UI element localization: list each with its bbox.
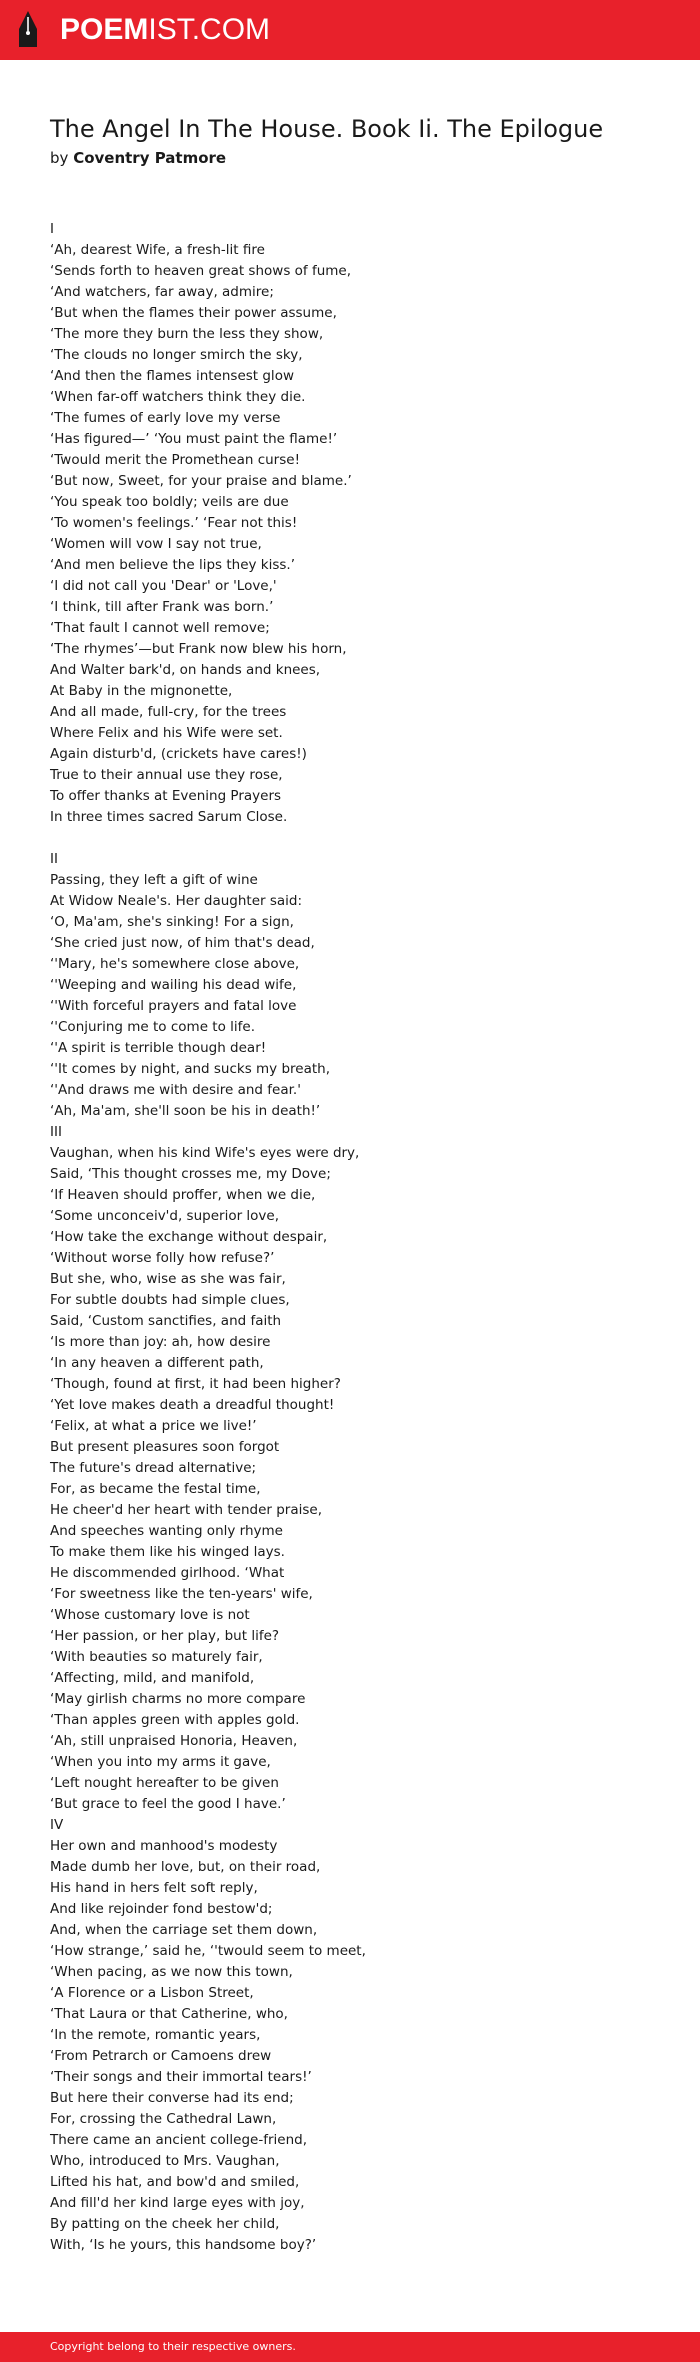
logo-light: IST.COM xyxy=(148,13,271,46)
stanza-gap xyxy=(50,828,650,849)
poem-line: To offer thanks at Evening Prayers xyxy=(50,788,282,804)
poem-line: ‘You speak too boldly; veils are due xyxy=(50,494,289,510)
poem-line: ‘'Mary, he's somewhere close above, xyxy=(50,956,300,972)
poem-line: ‘Her passion, or her play, but life? xyxy=(50,1628,280,1644)
poem-line: ‘The clouds no longer smirch the sky, xyxy=(50,347,303,363)
poem-line: ‘For sweetness like the ten-years' wife, xyxy=(50,1586,313,1602)
poem-line: ‘Some unconceiv'd, superior love, xyxy=(50,1208,280,1224)
poem-line: ‘When pacing, as we now this town, xyxy=(50,1964,293,1980)
poem-line: Who, introduced to Mrs. Vaughan, xyxy=(50,2153,280,2169)
poem-line: ‘Ah, still unpraised Honoria, Heaven, xyxy=(50,1733,298,1749)
poem-line: ‘Than apples green with apples gold. xyxy=(50,1712,300,1728)
poem-line: And fill'd her kind large eyes with joy, xyxy=(50,2195,305,2211)
poem-line: ‘She cried just now, of him that's dead, xyxy=(50,935,315,951)
poem-line: ‘I think, till after Frank was born.’ xyxy=(50,599,274,615)
poem-line: ‘Women will vow I say not true, xyxy=(50,536,262,552)
poem-line: ‘How strange,’ said he, ‘'twould seem to meet, xyxy=(50,1943,366,1959)
poem-line: Vaughan, when his kind Wife's eyes were dry, xyxy=(50,1145,360,1161)
poem-line: ‘Their songs and their immortal tears!’ xyxy=(50,2069,312,2085)
poem-line: ‘Is more than joy: ah, how desire xyxy=(50,1334,271,1350)
poem-line: Made dumb her love, but, on their road, xyxy=(50,1859,321,1875)
poem-line: ‘'And draws me with desire and fear.' xyxy=(50,1082,301,1098)
poem-line: For, as became the festal time, xyxy=(50,1481,261,1497)
poem-line: But she, who, wise as she was fair, xyxy=(50,1271,286,1287)
poem-line: ‘'Conjuring me to come to life. xyxy=(50,1019,255,1035)
poem-line: ‘'Weeping and wailing his dead wife, xyxy=(50,977,297,993)
poem-line: ‘That fault I cannot well remove; xyxy=(50,620,270,636)
poem-line: There came an ancient college-friend, xyxy=(50,2132,307,2148)
poem-line: Again disturb'd, (crickets have cares!) xyxy=(50,746,307,762)
poem-line: ‘May girlish charms no more compare xyxy=(50,1691,306,1707)
pen-nib-icon[interactable] xyxy=(17,9,39,51)
poem-line: ‘And watchers, far away, admire; xyxy=(50,284,274,300)
poem-line: ‘In the remote, romantic years, xyxy=(50,2027,261,2043)
poem-line: ‘When far-off watchers think they die. xyxy=(50,389,306,405)
poem-line: Passing, they left a gift of wine xyxy=(50,872,258,888)
poem-line: ‘Though, found at first, it had been higher? xyxy=(50,1376,341,1392)
poem-line: ‘Ah, dearest Wife, a fresh-lit fire xyxy=(50,242,265,258)
poem-line: ‘But now, Sweet, for your praise and blame.’ xyxy=(50,473,352,489)
poem-line: ‘To women's feelings.’ ‘Fear not this! xyxy=(50,515,298,531)
poem-line: III xyxy=(50,1124,62,1140)
poem-line: By patting on the cheek her child, xyxy=(50,2216,280,2232)
poem-line: ‘But grace to feel the good I have.’ xyxy=(50,1796,286,1812)
poem-title: The Angel In The House. Book Ii. The Epilogue xyxy=(50,115,604,143)
poem-line: At Baby in the mignonette, xyxy=(50,683,233,699)
poem-line: ‘Whose customary love is not xyxy=(50,1607,250,1623)
poem-line: ‘Without worse folly how refuse?’ xyxy=(50,1250,275,1266)
poem-line: True to their annual use they rose, xyxy=(50,767,283,783)
poem-line: And Walter bark'd, on hands and knees, xyxy=(50,662,321,678)
poem-line: And like rejoinder fond bestow'd; xyxy=(50,1901,273,1917)
poem-line: At Widow Neale's. Her daughter said: xyxy=(50,893,303,909)
poem-line: Said, ‘Custom sanctifies, and faith xyxy=(50,1313,282,1329)
poem-line: IV xyxy=(50,1817,64,1833)
poem-line: ‘Has figured—’ ‘You must paint the flame!’ xyxy=(50,431,338,447)
poem-line: The future's dread alternative; xyxy=(50,1460,257,1476)
poem-line: And speeches wanting only rhyme xyxy=(50,1523,283,1539)
poem-line: ‘And then the flames intensest glow xyxy=(50,368,294,384)
poem-line: ‘Sends forth to heaven great shows of fume, xyxy=(50,263,352,279)
poem-line: His hand in hers felt soft reply, xyxy=(50,1880,258,1896)
poem-line: And all made, full-cry, for the trees xyxy=(50,704,287,720)
poem-line: For subtle doubts had simple clues, xyxy=(50,1292,290,1308)
poem-line: ‘The fumes of early love my verse xyxy=(50,410,281,426)
author-link[interactable]: Coventry Patmore xyxy=(73,149,227,167)
poem-line: ‘Felix, at what a price we live!’ xyxy=(50,1418,257,1434)
poem-line: ‘But when the flames their power assume, xyxy=(50,305,337,321)
poem-line: II xyxy=(50,851,58,867)
poem-line: ‘Yet love makes death a dreadful thought! xyxy=(50,1397,335,1413)
poem-line: ‘Affecting, mild, and manifold, xyxy=(50,1670,255,1686)
logo-bold: POEM xyxy=(60,13,149,46)
poem-line: ‘The rhymes’—but Frank now blew his horn, xyxy=(50,641,347,657)
poem-line: For, crossing the Cathedral Lawn, xyxy=(50,2111,277,2127)
poem-line: ‘The more they burn the less they show, xyxy=(50,326,324,342)
poem-line: But present pleasures soon forgot xyxy=(50,1439,280,1455)
poem-line: Said, ‘This thought crosses me, my Dove; xyxy=(50,1166,331,1182)
poem-line: ‘'A spirit is terrible though dear! xyxy=(50,1040,267,1056)
poem-line: ‘From Petrarch or Camoens drew xyxy=(50,2048,272,2064)
poem-line: He cheer'd her heart with tender praise, xyxy=(50,1502,323,1518)
poem-line: ‘With beauties so maturely fair, xyxy=(50,1649,263,1665)
poem-line: Her own and manhood's modesty xyxy=(50,1838,278,1854)
poem-line: He discommended girlhood. ‘What xyxy=(50,1565,285,1581)
poem-line: ‘Left nought hereafter to be given xyxy=(50,1775,279,1791)
poem-line: To make them like his winged lays. xyxy=(50,1544,285,1560)
poem-line: ‘How take the exchange without despair, xyxy=(50,1229,328,1245)
poem-line: ‘That Laura or that Catherine, who, xyxy=(50,2006,288,2022)
poem-line: In three times sacred Sarum Close. xyxy=(50,809,288,825)
poem-line: ‘I did not call you 'Dear' or 'Love,' xyxy=(50,578,277,594)
poem-line: ‘And men believe the lips they kiss.’ xyxy=(50,557,296,573)
poem-line: ‘When you into my arms it gave, xyxy=(50,1754,271,1770)
site-header xyxy=(0,0,700,60)
poem-line: ‘If Heaven should proffer, when we die, xyxy=(50,1187,316,1203)
poem-line: Where Felix and his Wife were set. xyxy=(50,725,283,741)
poem-line: But here their converse had its end; xyxy=(50,2090,294,2106)
site-logo[interactable] xyxy=(60,12,270,48)
poem-line: ‘Ah, Ma'am, she'll soon be his in death!’ xyxy=(50,1103,321,1119)
poem-line: I xyxy=(50,221,54,237)
by-label: by xyxy=(50,149,69,167)
poem-line: ‘Twould merit the Promethean curse! xyxy=(50,452,300,468)
site-footer xyxy=(0,2332,700,2362)
poem-line: ‘A Florence or a Lisbon Street, xyxy=(50,1985,254,2001)
poem-line: With, ‘Is he yours, this handsome boy?’ xyxy=(50,2237,317,2253)
byline xyxy=(50,147,226,169)
poem-line: And, when the carriage set them down, xyxy=(50,1922,318,1938)
poem-line: Lifted his hat, and bow'd and smiled, xyxy=(50,2174,300,2190)
copyright-text: Copyright belong to their respective owners. xyxy=(50,2340,296,2353)
poem-line: ‘In any heaven a different path, xyxy=(50,1355,264,1371)
poem-line: ‘'With forceful prayers and fatal love xyxy=(50,998,297,1014)
poem-body xyxy=(50,219,650,2256)
poem-line: ‘'It comes by night, and sucks my breath, xyxy=(50,1061,331,1077)
poem-line: ‘O, Ma'am, she's sinking! For a sign, xyxy=(50,914,294,930)
